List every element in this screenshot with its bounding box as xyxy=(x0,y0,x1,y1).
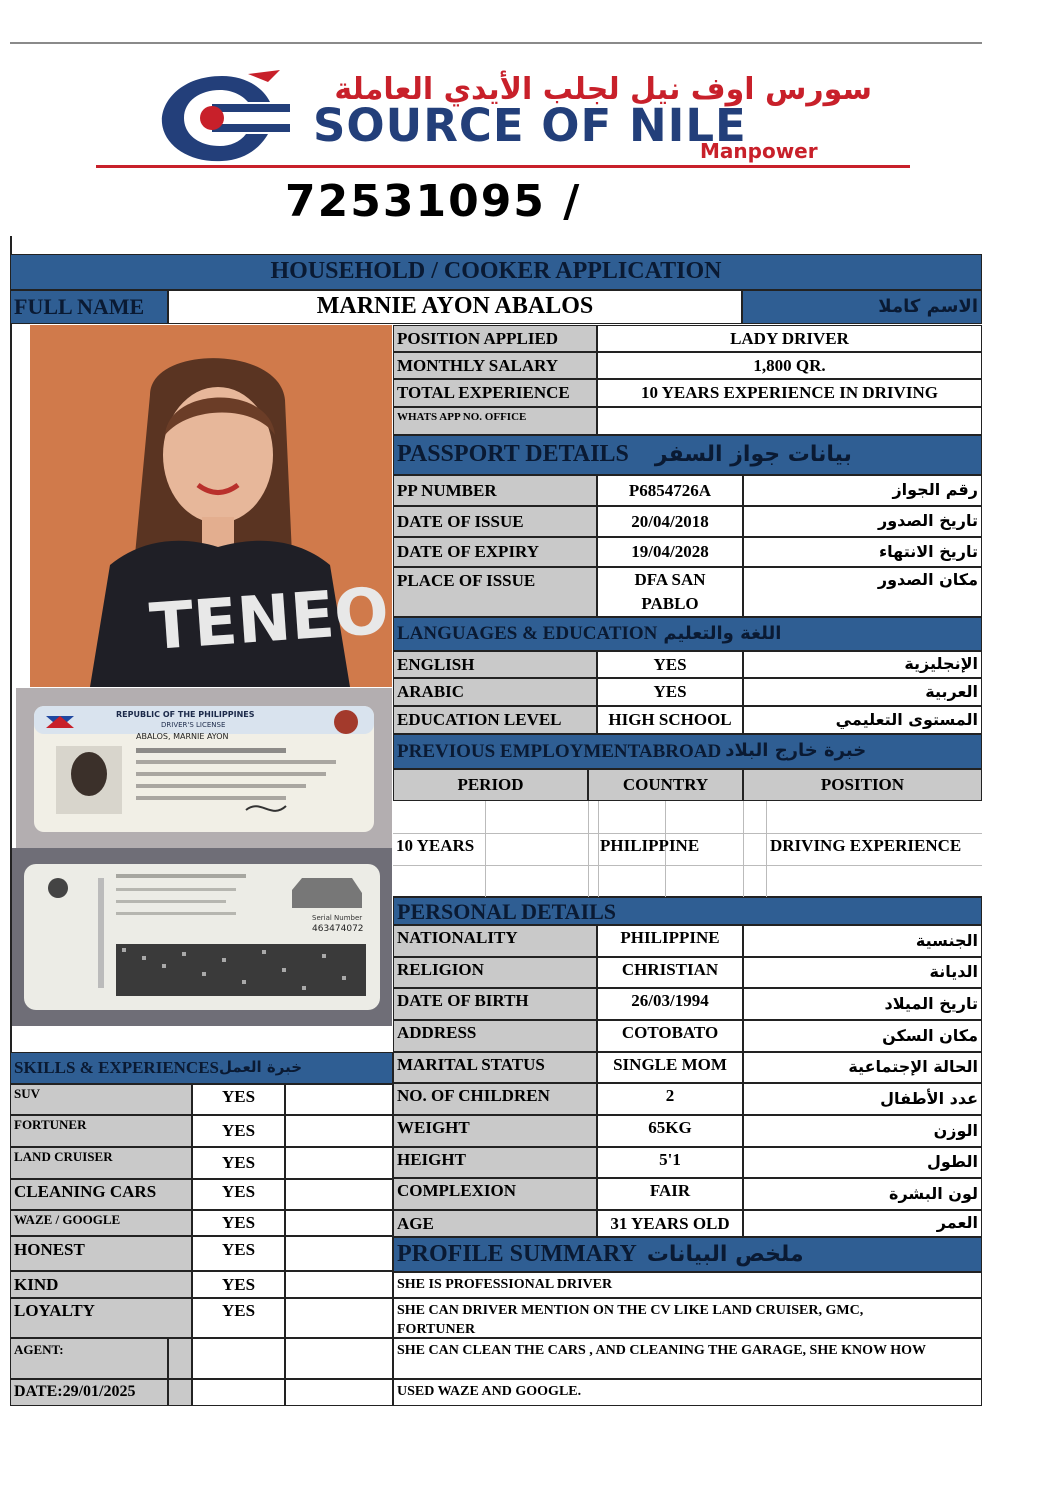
employment-grid-line xyxy=(743,801,744,897)
skill-cleaning-cars-blank xyxy=(285,1179,393,1210)
skill-cleaning-cars-value: YES xyxy=(192,1179,285,1210)
employment-col-position: POSITION xyxy=(743,769,982,801)
employment-grid-line xyxy=(393,833,982,834)
logo-underline xyxy=(96,165,910,168)
employment-col-period: PERIOD xyxy=(393,769,588,801)
date-blank xyxy=(285,1379,393,1406)
skills-heading-text: SKILLS & EXPERIENCES xyxy=(14,1058,220,1078)
total-experience-value: 10 YEARS EXPERIENCE IN DRIVING xyxy=(597,379,982,407)
languages-heading xyxy=(393,617,982,651)
complexion-value: FAIR xyxy=(597,1178,743,1210)
english-label: ENGLISH xyxy=(393,651,597,678)
skill-waze-label: WAZE / GOOGLE xyxy=(10,1210,192,1236)
address-arabic: مكان السكن xyxy=(743,1020,982,1052)
nationality-arabic: الجنسية xyxy=(743,925,982,957)
license-front-subtitle: DRIVER'S LICENSE xyxy=(161,721,226,729)
skill-land-cruiser-value: YES xyxy=(192,1147,285,1179)
full-name-label: FULL NAME xyxy=(10,290,168,324)
age-arabic: العمر xyxy=(743,1210,982,1237)
education-level-arabic: المستوى التعليمي xyxy=(743,706,982,734)
place-of-issue-label: PLACE OF ISSUE xyxy=(393,567,597,617)
logo-mark-icon xyxy=(150,68,300,168)
employment-grid-line xyxy=(393,865,982,866)
religion-value: CHRISTIAN xyxy=(597,957,743,988)
employment-heading-arabic: خبرة خارج البلاد xyxy=(725,740,867,762)
company-subtitle: Manpower xyxy=(700,139,818,163)
date-of-birth-arabic: تاريخ الميلاد xyxy=(743,988,982,1020)
place-of-issue-arabic: مكان الصدور xyxy=(743,567,982,617)
date-of-issue-label: DATE OF ISSUE xyxy=(393,506,597,537)
weight-label: WEIGHT xyxy=(393,1115,597,1147)
languages-heading-text: LANGUAGES & EDUCATION xyxy=(397,623,658,645)
passport-heading-text: PASSPORT DETAILS xyxy=(397,441,629,468)
profile-line-4: USED WAZE AND GOOGLE. xyxy=(393,1379,982,1406)
employment-country: PHILIPPINE xyxy=(600,836,700,855)
monthly-salary-label: MONTHLY SALARY xyxy=(393,352,597,379)
skill-suv-blank xyxy=(285,1084,393,1115)
height-label: HEIGHT xyxy=(393,1147,597,1178)
nationality-label: NATIONALITY xyxy=(393,925,597,957)
skill-fortuner-label: FORTUNER xyxy=(10,1115,192,1147)
skill-kind-label: KIND xyxy=(10,1271,192,1298)
profile-heading-text: PROFILE SUMMARY xyxy=(397,1240,637,1267)
license-serial-number: 463474072 xyxy=(312,924,364,934)
children-value: 2 xyxy=(597,1083,743,1115)
skill-suv-label: SUV xyxy=(10,1084,192,1115)
complexion-label: COMPLEXION xyxy=(393,1178,597,1210)
personal-heading: PERSONAL DETAILS xyxy=(393,897,982,925)
skill-honest-value: YES xyxy=(192,1236,285,1271)
top-divider xyxy=(10,42,982,44)
complexion-arabic: لون البشرة xyxy=(743,1178,982,1210)
employment-grid-line xyxy=(766,801,767,897)
date-of-issue-arabic: تاريخ الصدور xyxy=(743,506,982,537)
monthly-salary-value: 1,800 QR. xyxy=(597,352,982,379)
pp-number-label: PP NUMBER xyxy=(393,475,597,506)
profile-heading-arabic: ملخص البيانات xyxy=(646,1241,804,1267)
skill-kind-blank xyxy=(285,1271,393,1298)
height-arabic: الطول xyxy=(743,1147,982,1178)
position-applied-value: LADY DRIVER xyxy=(597,325,982,352)
company-name-english: SOURCE OF NILE xyxy=(313,99,747,152)
languages-heading-arabic: اللغة والتعليم xyxy=(663,622,782,644)
place-of-issue-value: DFA SAN PABLO xyxy=(597,567,743,617)
height-value: 5'1 xyxy=(597,1147,743,1178)
company-name-arabic: سورس اوف نيل لجلب الأيدي العاملة xyxy=(334,72,872,107)
skill-fortuner-value: YES xyxy=(192,1115,285,1147)
employment-col-country: COUNTRY xyxy=(588,769,743,801)
skill-fortuner-blank xyxy=(285,1115,393,1147)
drivers-license-front xyxy=(16,688,392,848)
education-level-label: EDUCATION LEVEL xyxy=(393,706,597,734)
skill-suv-value: YES xyxy=(192,1084,285,1115)
skill-waze-blank xyxy=(285,1210,393,1236)
employment-grid-line xyxy=(598,801,599,897)
passport-heading xyxy=(393,435,982,475)
agent-spacer xyxy=(168,1338,192,1379)
total-experience-label: TOTAL EXPERIENCE xyxy=(393,379,597,407)
date-of-expiry-label: DATE OF EXPIRY xyxy=(393,537,597,567)
profile-line-2: SHE CAN DRIVER MENTION ON THE CV LIKE LAND CRUISER, GMC, FORTUNER xyxy=(393,1298,982,1338)
children-label: NO. OF CHILDREN xyxy=(393,1083,597,1115)
whatsapp-label: WHATS APP NO. OFFICE xyxy=(393,407,597,435)
position-applied-label: POSITION APPLIED xyxy=(393,325,597,352)
marital-status-value: SINGLE MOM xyxy=(597,1052,743,1083)
agent-blank xyxy=(285,1338,393,1379)
license-serial-label: Serial Number xyxy=(312,914,363,922)
date-of-birth-value: 26/03/1994 xyxy=(597,988,743,1020)
date-label: DATE:29/01/2025 xyxy=(10,1379,168,1406)
office-phone: 72531095 / xyxy=(285,176,582,227)
arabic-value: YES xyxy=(597,678,743,706)
form-title: HOUSEHOLD / COOKER APPLICATION xyxy=(10,254,982,290)
agent-label: AGENT: xyxy=(10,1338,168,1379)
date-of-expiry-arabic: تاريخ الانتهاء xyxy=(743,537,982,567)
date-of-expiry-value: 19/04/2028 xyxy=(597,537,743,567)
marital-status-label: MARITAL STATUS xyxy=(393,1052,597,1083)
date-value xyxy=(192,1379,285,1406)
pp-number-value: P6854726A xyxy=(597,475,743,506)
skill-waze-value: YES xyxy=(192,1210,285,1236)
pp-number-arabic: رقم الجواز xyxy=(743,475,982,506)
age-label: AGE xyxy=(393,1210,597,1237)
full-name-value: MARNIE AYON ABALOS xyxy=(168,290,742,324)
profile-heading xyxy=(393,1237,982,1272)
religion-label: RELIGION xyxy=(393,957,597,988)
full-name-arabic: الاسم كاملا xyxy=(742,290,982,324)
arabic-arabic: العربية xyxy=(743,678,982,706)
skill-kind-value: YES xyxy=(192,1271,285,1298)
license-front-name: ABALOS, MARNIE AYON xyxy=(136,732,229,741)
skill-honest-label: HONEST xyxy=(10,1236,192,1271)
company-logo xyxy=(150,68,300,168)
skills-rows xyxy=(10,1084,393,1406)
education-level-value: HIGH SCHOOL xyxy=(597,706,743,734)
skill-cleaning-cars-label: CLEANING CARS xyxy=(10,1179,192,1210)
address-value: COTOBATO xyxy=(597,1020,743,1052)
skill-land-cruiser-blank xyxy=(285,1147,393,1179)
license-front-title: REPUBLIC OF THE PHILIPPINES xyxy=(116,710,255,719)
date-of-issue-value: 20/04/2018 xyxy=(597,506,743,537)
english-value: YES xyxy=(597,651,743,678)
date-of-birth-label: DATE OF BIRTH xyxy=(393,988,597,1020)
address-label: ADDRESS xyxy=(393,1020,597,1052)
age-value: 31 YEARS OLD xyxy=(597,1210,743,1237)
date-spacer xyxy=(168,1379,192,1406)
passport-heading-arabic: بيانات جواز السفر xyxy=(654,442,852,468)
english-arabic: الإنجليزية xyxy=(743,651,982,678)
weight-arabic: الوزن xyxy=(743,1115,982,1147)
employment-heading-text: PREVIOUS EMPLOYMENTABROAD xyxy=(397,740,722,762)
nationality-value: PHILIPPINE xyxy=(597,925,743,957)
marital-status-arabic: الحالة الإجتماعية xyxy=(743,1052,982,1083)
profile-line-1: SHE IS PROFESSIONAL DRIVER xyxy=(393,1272,982,1298)
skill-honest-blank xyxy=(285,1236,393,1271)
employment-grid-line xyxy=(588,801,589,897)
weight-value: 65KG xyxy=(597,1115,743,1147)
religion-arabic: الديانة xyxy=(743,957,982,988)
skills-heading-arabic: خبرة العمل xyxy=(219,1058,303,1077)
skills-heading xyxy=(10,1052,393,1084)
employment-heading xyxy=(393,734,982,769)
skill-loyalty-value: YES xyxy=(192,1298,285,1338)
employment-period: 10 YEARS xyxy=(396,836,475,855)
drivers-license-back xyxy=(12,848,392,1026)
applicant-photo xyxy=(30,325,392,687)
children-arabic: عدد الأطفال xyxy=(743,1083,982,1115)
arabic-label: ARABIC xyxy=(393,678,597,706)
skill-loyalty-blank xyxy=(285,1298,393,1338)
skill-loyalty-label: LOYALTY xyxy=(10,1298,192,1338)
employment-position: DRIVING EXPERIENCE xyxy=(770,836,962,855)
skill-land-cruiser-label: LAND CRUISER xyxy=(10,1147,192,1179)
agent-value xyxy=(192,1338,285,1379)
svg-text:TENEO: TENEO xyxy=(147,574,392,666)
personal-rows xyxy=(393,925,982,1237)
profile-line-3: SHE CAN CLEAN THE CARS , AND CLEANING THE GARAGE, SHE KNOW HOW xyxy=(393,1338,982,1379)
whatsapp-value xyxy=(597,407,982,435)
